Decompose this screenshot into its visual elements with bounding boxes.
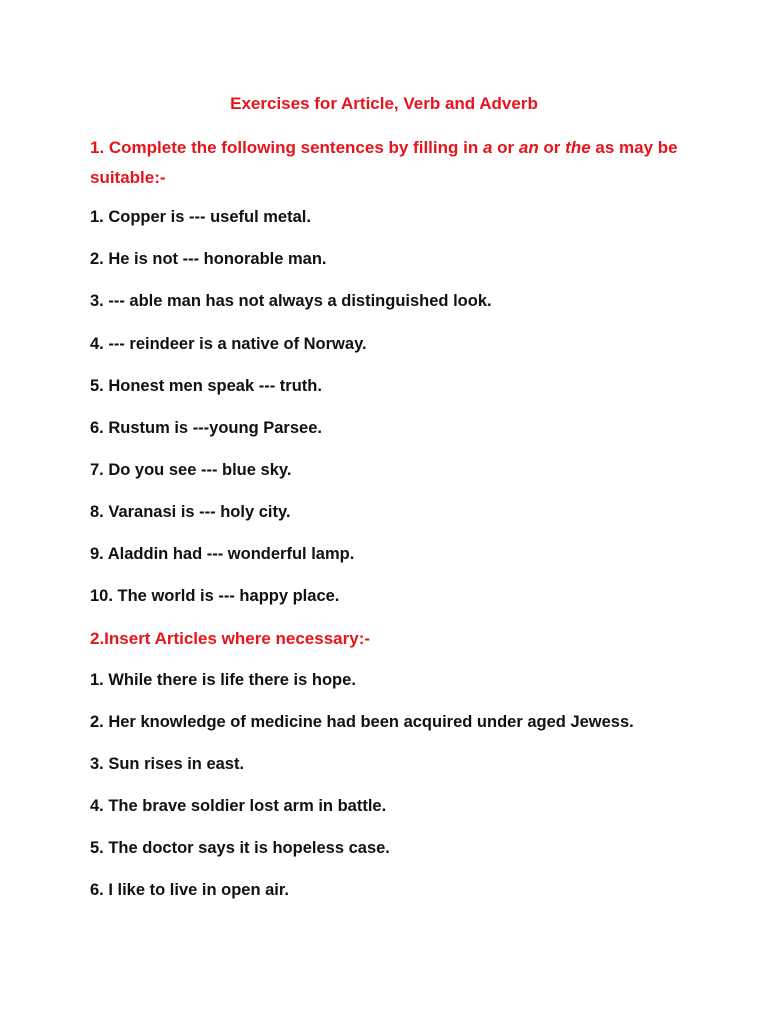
section-1-heading-text-end: as may be suitable:- bbox=[90, 138, 678, 187]
exercise-item: 7. Do you see --- blue sky. bbox=[90, 461, 292, 479]
document-title: Exercises for Article, Verb and Adverb bbox=[230, 94, 538, 113]
exercise-item: 6. I like to live in open air. bbox=[90, 881, 289, 899]
exercise-item: 2. He is not --- honorable man. bbox=[90, 250, 327, 268]
option-the: the bbox=[565, 138, 591, 157]
exercise-item: 1. Copper is --- useful metal. bbox=[90, 208, 311, 226]
exercise-item: 8. Varanasi is --- holy city. bbox=[90, 503, 291, 521]
exercise-item: 1. While there is life there is hope. bbox=[90, 671, 356, 689]
exercise-item: 2. Her knowledge of medicine had been acquired under aged Jewess. bbox=[90, 713, 634, 731]
exercise-item: 9. Aladdin had --- wonderful lamp. bbox=[90, 545, 355, 563]
exercise-item: 4. --- reindeer is a native of Norway. bbox=[90, 335, 367, 353]
exercise-item: 5. The doctor says it is hopeless case. bbox=[90, 839, 390, 857]
option-an: an bbox=[518, 138, 539, 157]
section-1-or-1: or bbox=[492, 138, 519, 157]
option-a: a bbox=[482, 138, 493, 157]
section-1-heading bbox=[90, 133, 690, 193]
exercise-item: 6. Rustum is ---young Parsee. bbox=[90, 419, 322, 437]
exercise-item: 3. --- able man has not always a distinguished look. bbox=[90, 292, 492, 310]
section-2-heading: 2.Insert Articles where necessary:- bbox=[90, 629, 371, 648]
exercise-item: 4. The brave soldier lost arm in battle. bbox=[90, 797, 387, 815]
section-1-heading-text-start: 1. Complete the following sentences by filling in bbox=[90, 138, 483, 157]
exercise-item: 5. Honest men speak --- truth. bbox=[90, 377, 322, 395]
section-1-or-2: or bbox=[538, 138, 566, 157]
exercise-item: 10. The world is --- happy place. bbox=[90, 587, 340, 605]
exercise-item: 3. Sun rises in east. bbox=[90, 755, 245, 773]
